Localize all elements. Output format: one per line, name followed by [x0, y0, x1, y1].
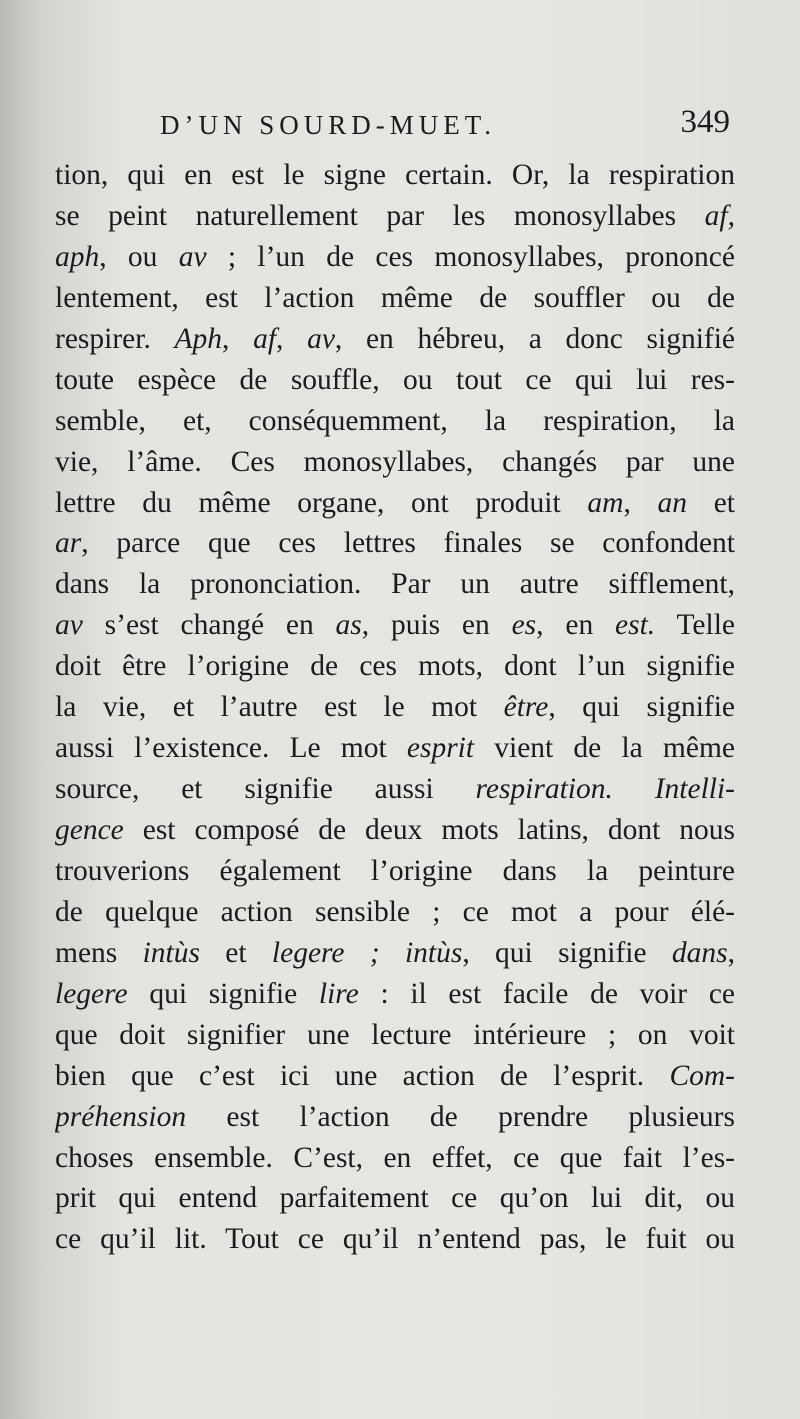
page-header [160, 104, 740, 148]
text-segment: choses ensemble. C’est, en effet, ce que fait l’es- [55, 1141, 735, 1174]
text-line [55, 360, 735, 401]
text-line [55, 728, 735, 769]
text-segment: dans la prononciation. Par un autre sifflement, [55, 568, 735, 601]
text-segment: Aph [174, 322, 223, 355]
text-segment: et [199, 936, 272, 969]
text-segment: vie, l’âme. Ces monosyllabes, changés par une [55, 445, 735, 478]
text-line [55, 564, 735, 605]
text-line [55, 1219, 735, 1260]
text-segment: : il est facile de voir ce [358, 977, 735, 1010]
text-line [55, 892, 735, 933]
text-line [55, 1138, 735, 1179]
text-segment: toute espèce de souffle, ou tout ce qui lui res- [55, 363, 735, 396]
text-segment: doit être l’origine de ces mots, dont l’un signifie [55, 650, 735, 683]
text-segment: que doit signifier une lecture intérieure ; on voit [55, 1018, 735, 1051]
text-line [55, 523, 735, 564]
text-segment: es [511, 609, 537, 642]
text-segment: dans [671, 936, 728, 969]
text-segment: an [657, 486, 688, 519]
text-line [55, 605, 735, 646]
text-segment: , qui signifie [462, 936, 672, 969]
text-line [55, 483, 735, 524]
text-segment: av [55, 609, 83, 642]
text-segment: source, et signifie aussi [55, 773, 476, 806]
text-segment: et [687, 486, 735, 519]
text-segment: Telle [655, 609, 735, 642]
text-line [55, 1097, 735, 1138]
text-segment: lire [318, 977, 359, 1010]
text-line [55, 851, 735, 892]
text-segment: ; l’un de ces monosyllabes, prononcé [206, 240, 735, 273]
text-segment: préhension [55, 1100, 187, 1133]
text-segment: av [178, 240, 207, 273]
text-segment: se peint naturellement par les monosyllabes [55, 199, 705, 232]
text-segment: , qui signifie [548, 691, 735, 724]
text-segment: , [222, 322, 254, 355]
body-text [55, 155, 735, 1260]
text-segment: gence [55, 814, 124, 846]
text-segment: legere ; intùs [271, 936, 463, 969]
text-segment: , en [536, 609, 616, 642]
text-line [55, 196, 735, 237]
text-segment: mens [55, 936, 143, 969]
text-segment: la vie, et l’autre est le mot [55, 691, 504, 724]
text-segment: tion, qui en est le signe certain. Or, la respiration [55, 159, 735, 191]
text-segment: est. [615, 609, 656, 642]
text-line [55, 810, 735, 851]
text-segment: , en hébreu, a donc signifié [334, 322, 735, 355]
text-line [55, 278, 735, 319]
text-segment: intùs [142, 936, 200, 969]
text-line [55, 237, 735, 278]
text-line [55, 155, 735, 196]
text-segment: Com- [669, 1059, 735, 1092]
text-segment: ce qu’il lit. Tout ce qu’il n’entend pas, le fuit ou [55, 1223, 735, 1256]
text-segment: esprit [406, 732, 475, 765]
text-line [55, 319, 735, 360]
text-segment: bien que c’est ici une action de l’esprit. [55, 1059, 670, 1092]
text-segment: legere [55, 977, 128, 1010]
text-segment: aph [55, 240, 100, 273]
text-line [55, 442, 735, 483]
text-segment: , [727, 936, 735, 969]
text-segment: af, [704, 199, 735, 232]
text-segment: , puis en [361, 609, 512, 642]
text-segment: prit qui entend parfaitement ce qu’on lui dit, ou [55, 1182, 735, 1215]
text-segment: est composé de deux mots latins, dont nous [123, 814, 735, 846]
text-segment: vient de la même [474, 732, 735, 765]
text-segment: , ou [99, 240, 179, 273]
text-segment: aussi l’existence. Le mot [55, 732, 407, 765]
text-segment: qui signifie [127, 977, 319, 1010]
text-line [55, 1015, 735, 1056]
running-title: D’UN SOURD-MUET. [160, 110, 496, 140]
text-segment: lentement, est l’action même de souffler ou de [55, 281, 735, 314]
text-segment: s’est changé en [82, 609, 336, 642]
text-segment: lettre du même organe, ont produit [55, 486, 588, 519]
text-line [55, 401, 735, 442]
text-segment: am [587, 486, 624, 519]
text-segment: ar [55, 527, 82, 560]
text-segment: semble, et, conséquemment, la respiration, la [55, 404, 735, 437]
text-segment: av [307, 322, 335, 355]
text-line [55, 1178, 735, 1219]
text-segment: respiration. Intelli- [475, 773, 735, 806]
text-line [55, 646, 735, 687]
text-line [55, 1056, 735, 1097]
text-segment: respirer. [55, 322, 175, 355]
page-number: 349 [680, 104, 730, 140]
text-segment: est l’action de prendre plusieurs [186, 1100, 735, 1133]
text-line [55, 769, 735, 810]
text-segment: , [623, 486, 658, 519]
text-segment: as [335, 609, 362, 642]
text-line [55, 933, 735, 974]
text-line [55, 687, 735, 728]
text-segment: , parce que ces lettres finales se confondent [81, 527, 735, 560]
text-line [55, 974, 735, 1015]
text-segment: être [503, 691, 549, 724]
text-segment: trouverions également l’origine dans la peinture [55, 854, 735, 887]
text-segment: af [253, 322, 277, 355]
text-segment: de quelque action sensible ; ce mot a pour élé- [55, 895, 735, 928]
text-segment: , [276, 322, 308, 355]
